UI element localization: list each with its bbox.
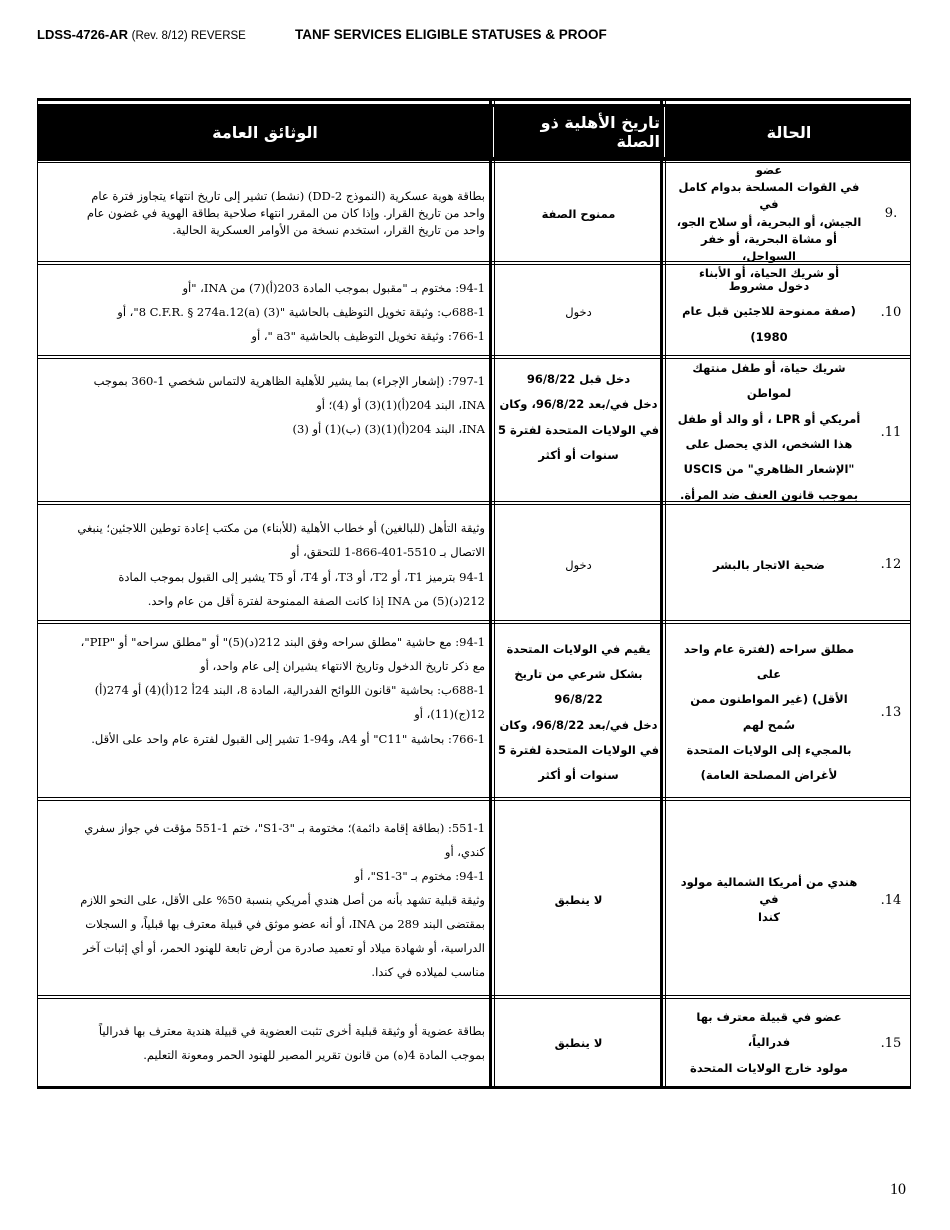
date-line: بشكل شرعي من تاريخ (514, 666, 643, 681)
column-header-status: الحالة (766, 122, 812, 142)
doc-line: 12(ج)(11)، أو (414, 707, 485, 722)
status-line: لأغراض المصلحة العامة) (700, 768, 838, 783)
status-line: مولود خارج الولايات المتحدة (690, 1060, 848, 1075)
row-status (669, 145, 869, 281)
row-documents (43, 265, 489, 359)
row-documents (43, 801, 489, 999)
row-status (669, 265, 869, 359)
row-number: .11 (880, 424, 902, 440)
date-line: سنوات أو أكثر (538, 447, 619, 462)
date-line: دخل قبل 96/8/22 (526, 372, 631, 386)
status-line: "الإشعار الظاهري" من USCIS (683, 462, 855, 477)
form-title: TANF SERVICES ELIGIBLE STATUSES & PROOF (295, 27, 607, 42)
date-line: دخل في/بعد 96/8/22، وكان (499, 717, 658, 732)
row-status (669, 999, 869, 1087)
status-line: هذا الشخص، الذي يحصل على (685, 437, 853, 451)
doc-line: 766-1: بحاشية "C11" أو A4، و94-1 تشير إلى القبول لفترة عام واحد على الأقل. (91, 731, 485, 746)
row-documents (43, 999, 489, 1087)
date-line: في الولايات المتحدة لفترة 5 (497, 742, 660, 757)
doc-line: كندي، أو (444, 844, 485, 859)
date-line: دخول (565, 305, 592, 319)
doc-line: 797-1: (إشعار الإجراء) بما يشير للأهلية الظاهرية لالتماس شخصي 1-360 بموجب (93, 374, 485, 388)
table-row (37, 145, 911, 281)
row-number: 9. (884, 206, 898, 221)
row-number: .15 (880, 1035, 902, 1051)
doc-line: بطاقة هوية عسكرية (النموذج DD-2) (نشط) تشير إلى تاريخ انتهاء يتجاوز فترة عام (91, 189, 485, 204)
doc-line: 94-1: مختوم بـ "S1-3"، أو (354, 868, 485, 883)
status-line: مطلق سراحه (لفترة عام واحد على (683, 641, 855, 681)
column-header-documents: الوثائق العامة (212, 122, 318, 142)
row-documents (43, 359, 489, 505)
date-line: لا ينطبق (554, 893, 603, 907)
status-line: ناشط عسكري: خدمة فعلية أو عضو (685, 145, 853, 177)
form-id: LDSS-4726-AR (37, 27, 129, 42)
table-row (37, 501, 911, 624)
date-line: 96/8/22 (554, 692, 603, 707)
doc-line: وثيقة قبلية تشهد بأنه من أصل هندي أمريكي بنسبة 50% على الأقل، على النحو اللازم (80, 892, 485, 907)
row-number: .14 (880, 892, 902, 908)
status-line: ضحية الاتجار بالبشر (713, 557, 825, 572)
date-line: يقيم في الولايات المتحدة (506, 641, 651, 656)
doc-line: 212(د)(5) من INA إذا كانت الصفة الممنوحة لفترة أقل من عام واحد. (147, 593, 485, 608)
status-line: هندي من أمريكا الشمالية مولود في (680, 875, 858, 907)
doc-line: الدراسية، أو شهادة ميلاد أو تعميد صادرة من أرض تابعة للهنود الحمر، أو أي إثبات آخر (83, 941, 485, 956)
status-line: دخول مشروط (728, 279, 810, 294)
status-line: بالمجيء إلى الولايات المتحدة (686, 742, 852, 757)
row-status (669, 359, 869, 505)
table-row (37, 261, 911, 359)
row-documents (43, 163, 489, 264)
status-line: بموجب قانون العنف ضد المرأة. (679, 487, 859, 502)
row-date (497, 359, 660, 505)
doc-line: 94-1: مع حاشية "مطلق سراحه وفق البند 212(د)(5)" أو "مطلق سراحه" أو "PIP"، (80, 635, 485, 649)
doc-line: 688-1ب: بحاشية "قانون اللوائح الفدرالية، المادة 8، البند 24أ 12(أ)(4) أو 274(أ) (94, 683, 485, 698)
table-row (37, 620, 911, 801)
doc-line: الاتصال بـ 5510-401-866-1 للتحقق، أو (290, 545, 485, 560)
status-line: كندا (758, 909, 780, 924)
status-line: في القوات المسلحة بدوام كامل في (678, 180, 860, 212)
status-line: أو مشاة البحرية، أو خفر السواحل، (701, 231, 837, 263)
eligibility-table (37, 98, 911, 1089)
row-status (669, 801, 869, 999)
column-header-date: تاريخ الأهلية ذو الصلة (540, 113, 660, 151)
doc-line: وثيقة التأهل (للبالغين) أو خطاب الأهلية (للأبناء) من مكتب إعادة توطين اللاجئين؛ ينبغي (77, 521, 485, 536)
status-line: الأقل) (غير المواطنون ممن سُمح لهم (690, 692, 848, 732)
doc-line: بموجب المادة 4(ه) من قانون تقرير المصير للهنود الحمر ومعونة التعليم. (143, 1048, 485, 1062)
date-line: لا ينطبق (554, 1036, 603, 1050)
row-number: .12 (880, 557, 902, 572)
doc-line: 688-1ب: وثيقة تخويل التوظيف بالحاشية "(3) (a)8 C.F.R. § 274a.12"، أو (117, 304, 485, 319)
row-number: .10 (880, 304, 902, 320)
doc-line: 94-1: مختوم بـ "مقبول بموجب المادة 203(أ)(7) من INA، "أو (182, 280, 485, 295)
status-line: (صفة ممنوحة للاجئين قبل عام (682, 304, 856, 319)
status-line: أو شريك الحياة، أو الأبناء (698, 266, 840, 281)
date-line: في الولايات المتحدة لفترة 5 (497, 422, 660, 437)
doc-line: INA، البند 204(أ)(1)(3) أو (4)؛ أو (316, 398, 485, 413)
row-date (497, 624, 660, 801)
date-line: دخل في/بعد 96/8/22، وكان (499, 397, 658, 412)
table-row (37, 797, 911, 999)
row-date (497, 999, 660, 1087)
status-line: شريك حياة، أو طفل منتهك لمواطن (692, 361, 846, 401)
row-status (669, 624, 869, 801)
date-line: ممنوح الصفة (541, 206, 616, 221)
date-line: دخول (565, 557, 592, 572)
doc-line: 551-1: (بطاقة إقامة دائمة)؛ مختومة بـ "S1-3"، ختم 1-551 مؤقت في جواز سفري (84, 820, 485, 835)
doc-line: INA، البند 204(أ)(1)(3) (ب)(1) أو (3) (292, 422, 485, 437)
doc-line: 766-1: وثيقة تخويل التوظيف بالحاشية "a3 "، أو (251, 329, 485, 344)
status-line: عضو في قبيلة معترف بها فدرالياً، (696, 1010, 842, 1050)
table-row (37, 355, 911, 505)
row-date (497, 505, 660, 624)
date-line: سنوات أو أكثر (538, 768, 619, 783)
row-date (497, 265, 660, 359)
table-row (37, 995, 911, 1087)
page-number: 10 (890, 1181, 906, 1198)
doc-line: مع ذكر تاريخ الدخول وتاريخ الانتهاء يشيران إلى عام واحد، أو (200, 659, 485, 674)
doc-line: بمقتضى البند 289 من INA، أو أنه عضو موثق في قبيلة معترف بها قبلياً، و السجلات (85, 917, 485, 932)
status-line: الجيش، أو البحرية، أو سلاح الجو، (676, 214, 862, 229)
row-status (669, 505, 869, 624)
row-documents (43, 505, 489, 624)
doc-line: مناسب لميلاده في كندا. (371, 965, 485, 980)
status-line: أمريكي أو LPR ، أو والد أو طفل (677, 411, 861, 426)
doc-line: 94-1 بترميز T1، أو T2، أو T3، أو T4، أو T5 يشير إلى القبول بموجب المادة (118, 569, 485, 584)
row-date (497, 163, 660, 264)
doc-line: واحد من تاريخ القرار. وإذا كان من المقرر انتهاء صلاحية بطاقة الهوية في غضون عام (86, 206, 485, 221)
form-revision: (Rev. 8/12) REVERSE (131, 30, 246, 42)
doc-line: واحد من تاريخ القرار، استخدم نسخة من الأوامر العسكرية الحالية. (172, 222, 485, 237)
row-date (497, 801, 660, 999)
row-documents (43, 624, 489, 801)
page-header (37, 27, 917, 45)
status-line: 1980) (750, 329, 788, 344)
doc-line: بطاقة عضوية أو وثيقة قبلية أخرى تثبت العضوية في قبيلة هندية معترف بها فدرالياً (98, 1023, 485, 1038)
row-number: .13 (880, 705, 902, 720)
